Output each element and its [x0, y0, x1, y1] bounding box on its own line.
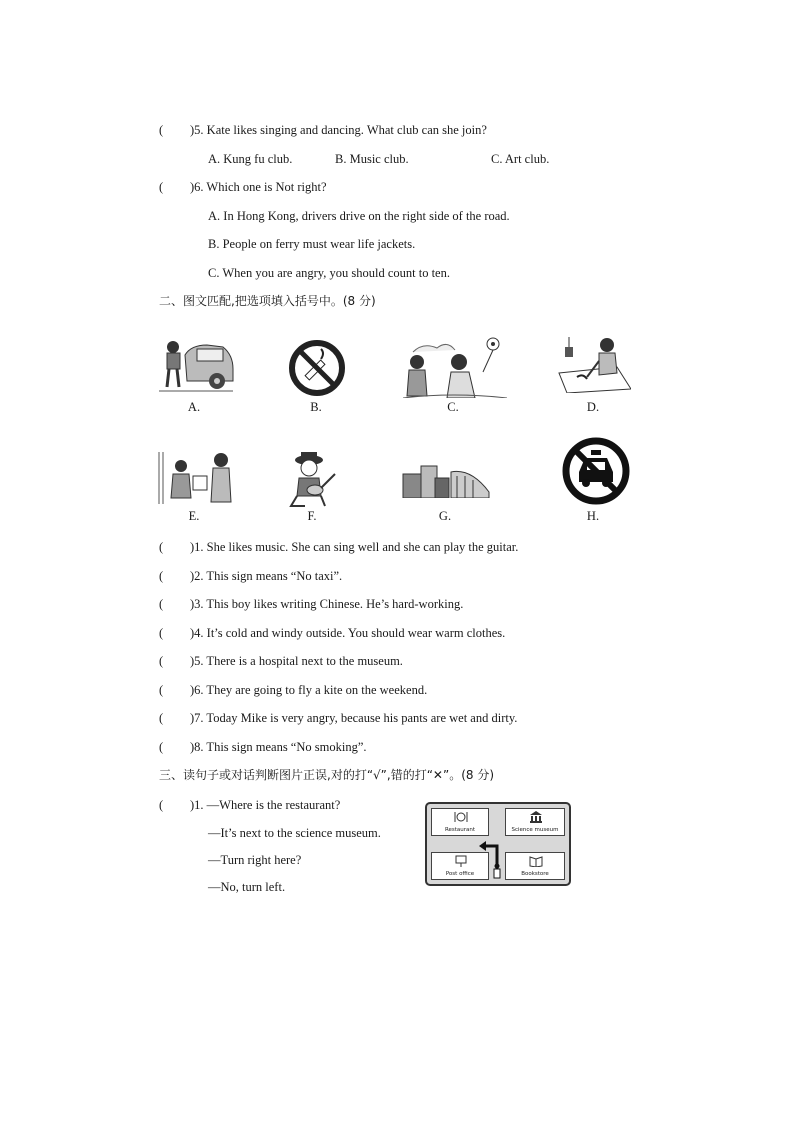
picture-label-f: F.: [307, 509, 317, 523]
picture-b-no-smoking-sign: [288, 339, 346, 397]
fork-knife-icon: [454, 811, 468, 823]
question-6: )6. Which one is Not right?: [190, 180, 327, 194]
answer-paren[interactable]: (: [159, 569, 164, 583]
mailbox-icon: [454, 855, 468, 867]
map-block-restaurant: [431, 808, 489, 836]
picture-c-kite-flying: [403, 332, 507, 398]
museum-icon: [529, 811, 543, 823]
section-2-heading: 二、图文匹配,把选项填入括号中。(8 分): [159, 294, 376, 308]
map-block-science-museum: [505, 808, 565, 836]
option-b: B. Music club.: [335, 152, 409, 166]
street-map: [425, 802, 571, 886]
map-label-restaurant: Restaurant: [444, 827, 476, 833]
picture-label-b: B.: [310, 400, 322, 414]
answer-paren[interactable]: (: [159, 597, 164, 611]
option-a: A. Kung fu club.: [208, 152, 293, 166]
picture-g-buildings: [401, 462, 491, 498]
map-block-bookstore: [505, 852, 565, 880]
dialogue-line-3: —Turn right here?: [208, 853, 302, 867]
answer-paren[interactable]: (: [159, 654, 164, 668]
map-label-post-office: Post office: [445, 871, 475, 877]
picture-f-girl-guitar: [285, 450, 347, 508]
answer-paren[interactable]: (: [159, 798, 164, 812]
dialogue-line-1: )1. —Where is the restaurant?: [190, 798, 341, 812]
option-c: C. When you are angry, you should count to ten.: [208, 266, 450, 280]
picture-label-e: E.: [188, 509, 200, 523]
book-icon: [529, 855, 543, 867]
question-5: )5. Kate likes singing and dancing. What club can she join?: [190, 123, 487, 137]
dialogue-line-2: —It’s next to the science museum.: [208, 826, 381, 840]
match-item-7: )7. Today Mike is very angry, because his pants are wet and dirty.: [190, 711, 518, 725]
picture-label-a: A.: [187, 400, 201, 414]
answer-paren[interactable]: (: [159, 683, 164, 697]
picture-e-cold-windy: [157, 448, 233, 504]
option-a: A. In Hong Kong, drivers drive on the right side of the road.: [208, 209, 510, 223]
match-item-2: )2. This sign means “No taxi”.: [190, 569, 343, 583]
answer-paren[interactable]: (: [159, 740, 164, 754]
section-3-heading: 三、读句子或对话判断图片正误,对的打“√”,错的打“✕”。(8 分): [159, 768, 495, 782]
map-label-science-museum: Science museum: [511, 827, 559, 833]
answer-paren[interactable]: (: [159, 123, 164, 137]
picture-d-boy-writing: [557, 333, 631, 393]
match-item-4: )4. It’s cold and windy outside. You should wear warm clothes.: [190, 626, 506, 640]
match-item-3: )3. This boy likes writing Chinese. He’s hard-working.: [190, 597, 464, 611]
map-label-bookstore: Bookstore: [521, 871, 549, 877]
match-item-1: )1. She likes music. She can sing well and she can play the guitar.: [190, 540, 519, 554]
option-b: B. People on ferry must wear life jackets.: [208, 237, 416, 251]
answer-paren[interactable]: (: [159, 711, 164, 725]
answer-paren[interactable]: (: [159, 626, 164, 640]
picture-label-g: G.: [438, 509, 452, 523]
picture-label-c: C.: [447, 400, 459, 414]
dialogue-line-4: —No, turn left.: [208, 880, 286, 894]
picture-a-dirty-boy-car: [157, 335, 235, 393]
answer-paren[interactable]: (: [159, 180, 164, 194]
picture-label-d: D.: [586, 400, 600, 414]
option-c: C. Art club.: [491, 152, 550, 166]
answer-paren[interactable]: (: [159, 540, 164, 554]
match-item-8: )8. This sign means “No smoking”.: [190, 740, 367, 754]
picture-h-no-taxi-sign: [561, 436, 631, 506]
match-item-5: )5. There is a hospital next to the museum.: [190, 654, 403, 668]
picture-label-h: H.: [586, 509, 600, 523]
turn-arrow-icon: [475, 834, 505, 882]
match-item-6: )6. They are going to fly a kite on the weekend.: [190, 683, 428, 697]
